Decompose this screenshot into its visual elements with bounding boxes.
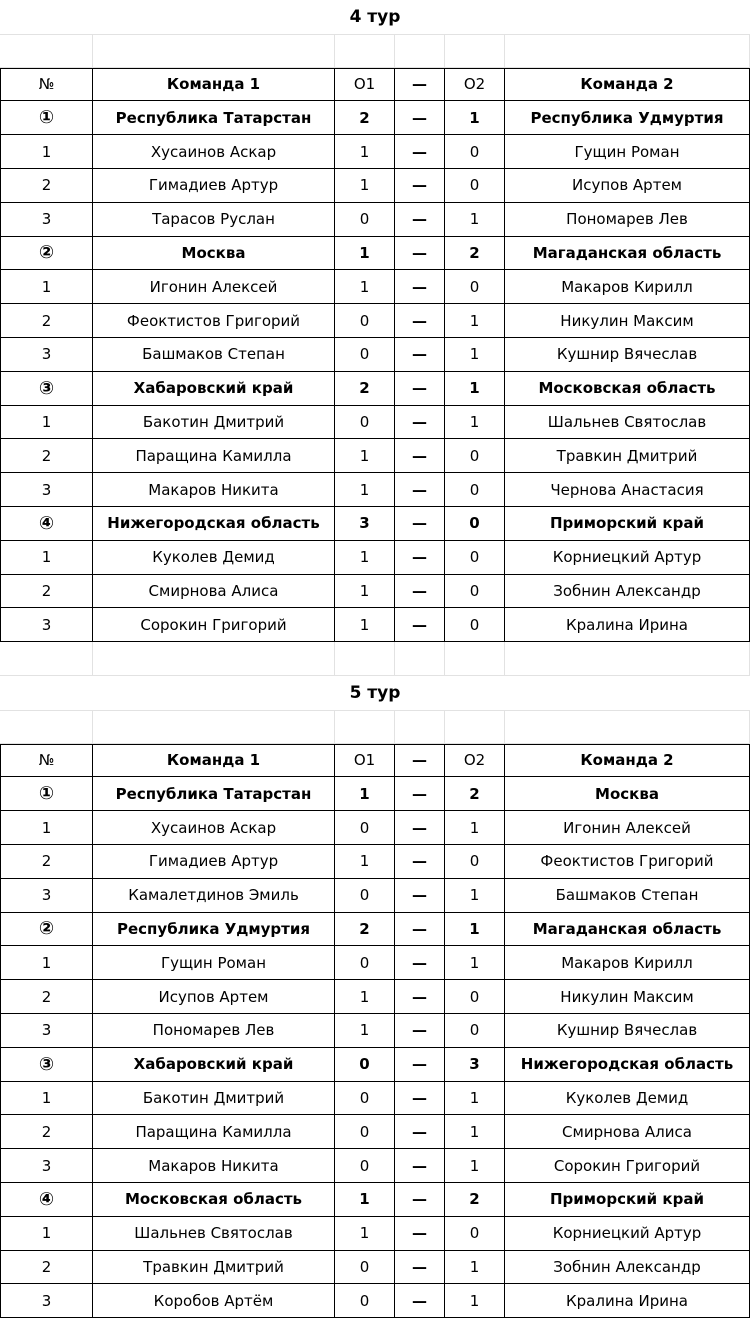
score1-cell: 1 <box>335 777 395 811</box>
score1-cell: 0 <box>335 811 395 845</box>
player-match-row <box>0 439 750 473</box>
score1-cell: 0 <box>335 1048 395 1082</box>
separator-cell: — <box>395 507 445 541</box>
separator-cell: — <box>395 304 445 338</box>
score1-cell: 1 <box>335 135 395 169</box>
team2-cell: Зобнин Александр <box>505 575 750 609</box>
team2-cell: Пономарев Лев <box>505 203 750 237</box>
table-header-row <box>0 744 750 778</box>
number-cell: 1 <box>0 406 93 440</box>
team1-cell: Тарасов Руслан <box>93 203 335 237</box>
separator-cell: — <box>395 1048 445 1082</box>
team2-cell: Макаров Кирилл <box>505 270 750 304</box>
score2-cell: 0 <box>445 169 505 203</box>
player-match-row <box>0 980 750 1014</box>
header-score2-cell: O2 <box>445 68 505 102</box>
number-cell: 2 <box>0 439 93 473</box>
score1-cell: 1 <box>335 1217 395 1251</box>
separator-cell: — <box>395 135 445 169</box>
score1-cell: 0 <box>335 879 395 913</box>
header-team1-cell: Команда 1 <box>93 68 335 102</box>
number-cell: 3 <box>0 338 93 372</box>
score1-cell: 1 <box>335 541 395 575</box>
empty-cell[interactable] <box>445 34 505 68</box>
team1-cell: Макаров Никита <box>93 473 335 507</box>
score2-cell: 0 <box>445 1217 505 1251</box>
score1-cell: 0 <box>335 1082 395 1116</box>
empty-cell[interactable] <box>0 642 93 676</box>
score2-cell: 1 <box>445 372 505 406</box>
team2-cell: Никулин Максим <box>505 304 750 338</box>
team-match-row <box>0 1183 750 1217</box>
team1-cell: Феоктистов Григорий <box>93 304 335 338</box>
separator-cell: — <box>395 811 445 845</box>
score1-cell: 1 <box>335 1014 395 1048</box>
team1-cell: Игонин Алексей <box>93 270 335 304</box>
header-separator-cell: — <box>395 68 445 102</box>
team2-cell: Приморский край <box>505 1183 750 1217</box>
separator-cell: — <box>395 575 445 609</box>
separator-cell: — <box>395 406 445 440</box>
empty-cell[interactable] <box>505 34 750 68</box>
score1-cell: 2 <box>335 913 395 947</box>
number-cell: 3 <box>0 879 93 913</box>
separator-cell: — <box>395 1149 445 1183</box>
score2-cell: 1 <box>445 946 505 980</box>
number-cell: ④ <box>0 507 93 541</box>
player-match-row <box>0 845 750 879</box>
score2-cell: 0 <box>445 608 505 642</box>
number-cell: 3 <box>0 203 93 237</box>
score2-cell: 2 <box>445 237 505 271</box>
separator-cell: — <box>395 1217 445 1251</box>
separator-cell: — <box>395 169 445 203</box>
score1-cell: 0 <box>335 406 395 440</box>
team2-cell: Корниецкий Артур <box>505 541 750 575</box>
player-match-row <box>0 879 750 913</box>
empty-row <box>0 642 750 676</box>
score2-cell: 0 <box>445 845 505 879</box>
team1-cell: Гимадиев Артур <box>93 845 335 879</box>
team2-cell: Московская область <box>505 372 750 406</box>
separator-cell: — <box>395 101 445 135</box>
number-cell: 3 <box>0 1149 93 1183</box>
player-match-row <box>0 1149 750 1183</box>
score2-cell: 1 <box>445 203 505 237</box>
team2-cell: Магаданская область <box>505 237 750 271</box>
score1-cell: 0 <box>335 1115 395 1149</box>
team2-cell: Магаданская область <box>505 913 750 947</box>
player-match-row <box>0 1014 750 1048</box>
team1-cell: Смирнова Алиса <box>93 575 335 609</box>
score2-cell: 1 <box>445 879 505 913</box>
score1-cell: 1 <box>335 980 395 1014</box>
number-cell: 3 <box>0 473 93 507</box>
score2-cell: 0 <box>445 1014 505 1048</box>
team1-cell: Республика Татарстан <box>93 777 335 811</box>
score2-cell: 0 <box>445 575 505 609</box>
number-cell: ③ <box>0 372 93 406</box>
score2-cell: 1 <box>445 406 505 440</box>
table-header-row <box>0 68 750 102</box>
team-match-row <box>0 237 750 271</box>
number-cell: 2 <box>0 304 93 338</box>
score2-cell: 1 <box>445 1251 505 1285</box>
player-match-row <box>0 135 750 169</box>
number-cell: ③ <box>0 1048 93 1082</box>
separator-cell: — <box>395 608 445 642</box>
header-team2-cell: Команда 2 <box>505 68 750 102</box>
score1-cell: 1 <box>335 237 395 271</box>
player-match-row <box>0 946 750 980</box>
player-match-row <box>0 1284 750 1318</box>
separator-cell: — <box>395 1251 445 1285</box>
empty-cell[interactable] <box>335 34 395 68</box>
team2-cell: Кралина Ирина <box>505 1284 750 1318</box>
team2-cell: Кралина Ирина <box>505 608 750 642</box>
number-cell: 1 <box>0 1217 93 1251</box>
separator-cell: — <box>395 1284 445 1318</box>
empty-cell[interactable] <box>445 642 505 676</box>
separator-cell: — <box>395 777 445 811</box>
score2-cell: 1 <box>445 913 505 947</box>
score1-cell: 1 <box>335 845 395 879</box>
round-title: 5 тур <box>0 676 750 711</box>
separator-cell: — <box>395 338 445 372</box>
number-cell: 1 <box>0 270 93 304</box>
empty-row <box>0 34 750 68</box>
number-cell: 1 <box>0 811 93 845</box>
player-match-row <box>0 811 750 845</box>
number-cell: 1 <box>0 135 93 169</box>
header-number-cell: № <box>0 744 93 778</box>
team-match-row <box>0 913 750 947</box>
team1-cell: Республика Татарстан <box>93 101 335 135</box>
team1-cell: Коробов Артём <box>93 1284 335 1318</box>
player-match-row <box>0 608 750 642</box>
player-match-row <box>0 1115 750 1149</box>
score2-cell: 1 <box>445 1115 505 1149</box>
team2-cell: Кушнир Вячеслав <box>505 1014 750 1048</box>
team1-cell: Исупов Артем <box>93 980 335 1014</box>
score2-cell: 1 <box>445 1082 505 1116</box>
score1-cell: 1 <box>335 439 395 473</box>
number-cell: 1 <box>0 946 93 980</box>
separator-cell: — <box>395 913 445 947</box>
team2-cell: Корниецкий Артур <box>505 1217 750 1251</box>
header-score1-cell: O1 <box>335 68 395 102</box>
team2-cell: Куколев Демид <box>505 1082 750 1116</box>
separator-cell: — <box>395 1115 445 1149</box>
separator-cell: — <box>395 270 445 304</box>
team2-cell: Гущин Роман <box>505 135 750 169</box>
team2-cell: Феоктистов Григорий <box>505 845 750 879</box>
header-score2-cell: O2 <box>445 744 505 778</box>
team1-cell: Макаров Никита <box>93 1149 335 1183</box>
separator-cell: — <box>395 879 445 913</box>
number-cell: 2 <box>0 575 93 609</box>
empty-cell[interactable] <box>445 710 505 744</box>
team-match-row <box>0 372 750 406</box>
player-match-row <box>0 1082 750 1116</box>
team2-cell: Сорокин Григорий <box>505 1149 750 1183</box>
number-cell: ④ <box>0 1183 93 1217</box>
player-match-row <box>0 575 750 609</box>
empty-cell[interactable] <box>0 34 93 68</box>
score1-cell: 2 <box>335 372 395 406</box>
team2-cell: Кушнир Вячеслав <box>505 338 750 372</box>
score2-cell: 0 <box>445 541 505 575</box>
team1-cell: Нижегородская область <box>93 507 335 541</box>
team-match-row <box>0 101 750 135</box>
number-cell: ② <box>0 913 93 947</box>
player-match-row <box>0 270 750 304</box>
player-match-row <box>0 304 750 338</box>
empty-cell[interactable] <box>0 710 93 744</box>
score1-cell: 0 <box>335 946 395 980</box>
number-cell: 2 <box>0 1251 93 1285</box>
score2-cell: 1 <box>445 304 505 338</box>
empty-cell[interactable] <box>395 34 445 68</box>
score2-cell: 0 <box>445 270 505 304</box>
team1-cell: Куколев Демид <box>93 541 335 575</box>
team1-cell: Паращина Камилла <box>93 1115 335 1149</box>
team1-cell: Гущин Роман <box>93 946 335 980</box>
team1-cell: Московская область <box>93 1183 335 1217</box>
number-cell: 3 <box>0 608 93 642</box>
number-cell: 3 <box>0 1014 93 1048</box>
team1-cell: Республика Удмуртия <box>93 913 335 947</box>
separator-cell: — <box>395 372 445 406</box>
score2-cell: 0 <box>445 135 505 169</box>
team2-cell: Чернова Анастасия <box>505 473 750 507</box>
player-match-row <box>0 406 750 440</box>
score2-cell: 0 <box>445 980 505 1014</box>
score2-cell: 1 <box>445 1284 505 1318</box>
team1-cell: Хусаинов Аскар <box>93 135 335 169</box>
player-match-row <box>0 1251 750 1285</box>
empty-cell[interactable] <box>395 642 445 676</box>
separator-cell: — <box>395 946 445 980</box>
separator-cell: — <box>395 237 445 271</box>
empty-row <box>0 710 750 744</box>
team1-cell: Сорокин Григорий <box>93 608 335 642</box>
empty-cell[interactable] <box>505 642 750 676</box>
score1-cell: 1 <box>335 1183 395 1217</box>
header-team2-cell: Команда 2 <box>505 744 750 778</box>
team1-cell: Хабаровский край <box>93 1048 335 1082</box>
team1-cell: Паращина Камилла <box>93 439 335 473</box>
score2-cell: 1 <box>445 811 505 845</box>
number-cell: ① <box>0 101 93 135</box>
header-score1-cell: O1 <box>335 744 395 778</box>
score2-cell: 3 <box>445 1048 505 1082</box>
player-match-row <box>0 338 750 372</box>
team2-cell: Шальнев Святослав <box>505 406 750 440</box>
team1-cell: Гимадиев Артур <box>93 169 335 203</box>
round-title: 4 тур <box>0 0 750 35</box>
number-cell: 3 <box>0 1284 93 1318</box>
number-cell: 1 <box>0 541 93 575</box>
score1-cell: 0 <box>335 338 395 372</box>
team1-cell: Москва <box>93 237 335 271</box>
empty-cell[interactable] <box>505 710 750 744</box>
empty-cell[interactable] <box>335 710 395 744</box>
team1-cell: Бакотин Дмитрий <box>93 406 335 440</box>
team2-cell: Республика Удмуртия <box>505 101 750 135</box>
score2-cell: 1 <box>445 1149 505 1183</box>
separator-cell: — <box>395 439 445 473</box>
team1-cell: Башмаков Степан <box>93 338 335 372</box>
team1-cell: Травкин Дмитрий <box>93 1251 335 1285</box>
score2-cell: 1 <box>445 101 505 135</box>
team2-cell: Исупов Артем <box>505 169 750 203</box>
score1-cell: 1 <box>335 473 395 507</box>
empty-cell[interactable] <box>93 710 335 744</box>
team2-cell: Никулин Максим <box>505 980 750 1014</box>
number-cell: 2 <box>0 845 93 879</box>
score1-cell: 0 <box>335 203 395 237</box>
score2-cell: 2 <box>445 777 505 811</box>
separator-cell: — <box>395 1014 445 1048</box>
player-match-row <box>0 169 750 203</box>
score1-cell: 3 <box>335 507 395 541</box>
score1-cell: 0 <box>335 1251 395 1285</box>
empty-cell[interactable] <box>335 642 395 676</box>
score1-cell: 2 <box>335 101 395 135</box>
score1-cell: 1 <box>335 608 395 642</box>
separator-cell: — <box>395 203 445 237</box>
number-cell: 2 <box>0 169 93 203</box>
header-separator-cell: — <box>395 744 445 778</box>
separator-cell: — <box>395 1082 445 1116</box>
team2-cell: Приморский край <box>505 507 750 541</box>
team2-cell: Зобнин Александр <box>505 1251 750 1285</box>
empty-cell[interactable] <box>395 710 445 744</box>
team2-cell: Игонин Алексей <box>505 811 750 845</box>
score2-cell: 1 <box>445 338 505 372</box>
empty-cell[interactable] <box>93 642 335 676</box>
score1-cell: 1 <box>335 270 395 304</box>
separator-cell: — <box>395 541 445 575</box>
separator-cell: — <box>395 473 445 507</box>
team2-cell: Нижегородская область <box>505 1048 750 1082</box>
separator-cell: — <box>395 980 445 1014</box>
score2-cell: 0 <box>445 507 505 541</box>
team1-cell: Пономарев Лев <box>93 1014 335 1048</box>
team-match-row <box>0 507 750 541</box>
player-match-row <box>0 203 750 237</box>
number-cell: 2 <box>0 980 93 1014</box>
number-cell: 2 <box>0 1115 93 1149</box>
number-cell: ② <box>0 237 93 271</box>
team2-cell: Макаров Кирилл <box>505 946 750 980</box>
separator-cell: — <box>395 1183 445 1217</box>
separator-cell: — <box>395 845 445 879</box>
team-match-row <box>0 777 750 811</box>
player-match-row <box>0 1217 750 1251</box>
header-team1-cell: Команда 1 <box>93 744 335 778</box>
team2-cell: Травкин Дмитрий <box>505 439 750 473</box>
team2-cell: Москва <box>505 777 750 811</box>
score2-cell: 2 <box>445 1183 505 1217</box>
team1-cell: Бакотин Дмитрий <box>93 1082 335 1116</box>
score2-cell: 0 <box>445 439 505 473</box>
team1-cell: Шальнев Святослав <box>93 1217 335 1251</box>
team1-cell: Хабаровский край <box>93 372 335 406</box>
score1-cell: 0 <box>335 1149 395 1183</box>
score1-cell: 0 <box>335 304 395 338</box>
number-cell: 1 <box>0 1082 93 1116</box>
team-match-row <box>0 1048 750 1082</box>
team2-cell: Смирнова Алиса <box>505 1115 750 1149</box>
score1-cell: 0 <box>335 1284 395 1318</box>
team1-cell: Хусаинов Аскар <box>93 811 335 845</box>
score2-cell: 0 <box>445 473 505 507</box>
header-number-cell: № <box>0 68 93 102</box>
team1-cell: Камалетдинов Эмиль <box>93 879 335 913</box>
player-match-row <box>0 473 750 507</box>
score1-cell: 1 <box>335 169 395 203</box>
team2-cell: Башмаков Степан <box>505 879 750 913</box>
player-match-row <box>0 541 750 575</box>
score1-cell: 1 <box>335 575 395 609</box>
empty-cell[interactable] <box>93 34 335 68</box>
number-cell: ① <box>0 777 93 811</box>
